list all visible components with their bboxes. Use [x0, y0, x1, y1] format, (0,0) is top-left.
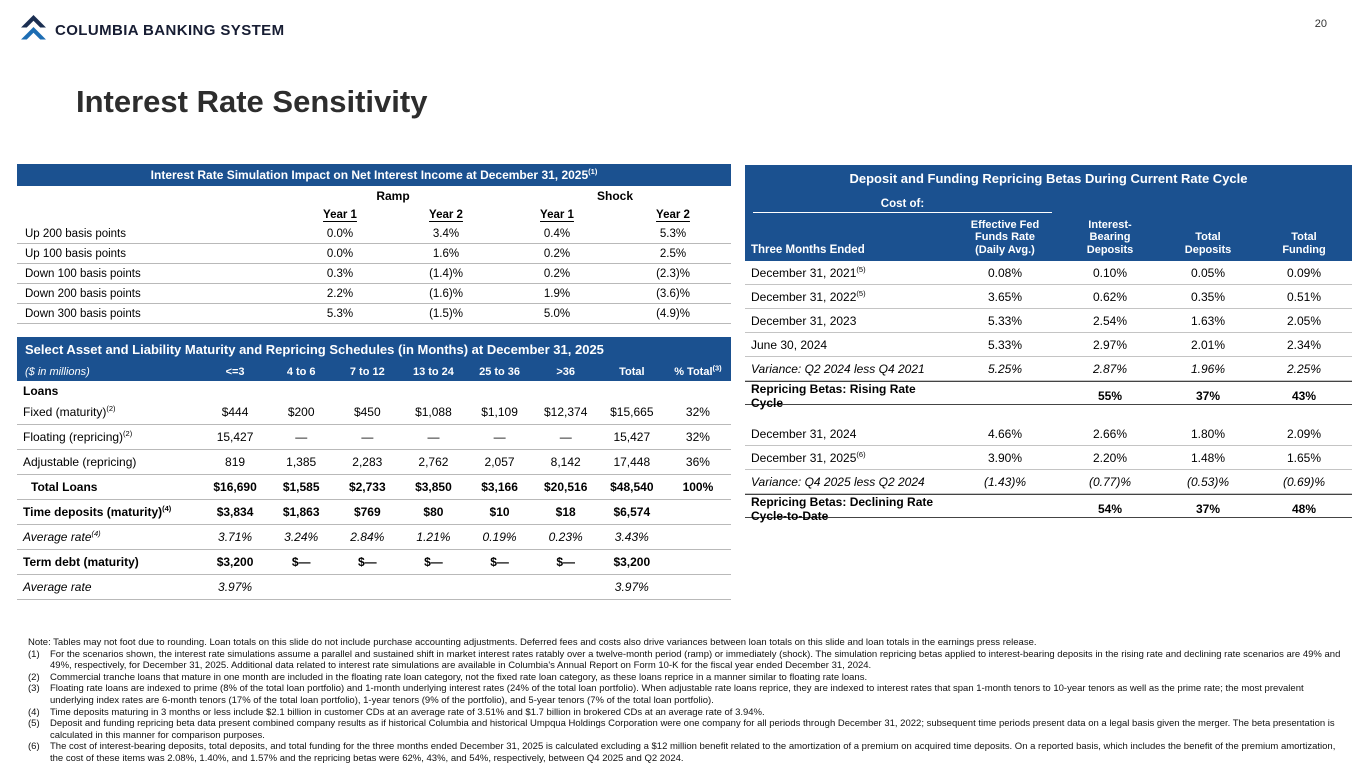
- footnote-ref: (4): [91, 529, 101, 538]
- maturity-value: 0.19%: [482, 530, 517, 544]
- maturity-value: 15,427: [216, 430, 254, 444]
- maturity-value: $—: [490, 555, 509, 569]
- betas-value: 55%: [1097, 389, 1123, 403]
- footnote-marker: (4): [28, 706, 40, 718]
- footnote-text: Floating rate loans are indexed to prime (8% of the total loan portfolio) and 1-month underlying interest rates (24% of the total loan portfolio). When adjustable rate loans reprice, they are indexed to interest rates that span 1-month tenors to 10-year tenors as well as the prime rate; the most prevalent underlying index rates are 6-month tenors (17% of the total loan portfolio), 1-year tenors (9% of the portfolio), and 5-year tenors (7% of the total loan portfolio).: [50, 683, 1304, 706]
- year-column-header: Year 1: [540, 208, 574, 221]
- simulation-value: 0.2%: [543, 267, 571, 280]
- betas-row-label: December 31, 2025$^{(6)}$: [751, 449, 866, 465]
- maturity-row-label: Adjustable (repricing): [23, 455, 137, 469]
- simulation-row: [17, 264, 731, 284]
- maturity-row: [17, 475, 731, 500]
- maturity-row: [17, 425, 731, 450]
- cost-of-label: Cost of:: [753, 198, 1052, 213]
- maturity-value: 3.97%: [614, 580, 649, 594]
- maturity-value: 0.23%: [548, 530, 583, 544]
- betas-row: [745, 309, 1352, 333]
- footnote-ref: (5): [856, 288, 866, 298]
- betas-value: 2.66%: [1092, 426, 1128, 441]
- maturity-value: $200: [287, 405, 315, 419]
- betas-table-title: Deposit and Funding Repricing Betas During Current Rate Cycle: [849, 171, 1248, 186]
- footnote-ref-1: (1): [588, 167, 598, 176]
- columbia-logo-icon: [20, 14, 47, 46]
- footnote-ref: (4): [162, 504, 172, 513]
- betas-value: 1.96%: [1190, 361, 1226, 376]
- maturity-value: —: [295, 430, 308, 444]
- betas-column-header: Total Deposits: [1184, 231, 1232, 256]
- simulation-row: [17, 284, 731, 304]
- maturity-rows: [17, 381, 731, 600]
- simulation-value: 5.3%: [326, 307, 354, 320]
- maturity-value: 100%: [682, 480, 714, 494]
- simulation-value: (3.6)%: [656, 287, 690, 300]
- betas-column-header: Three Months Ended: [751, 243, 865, 256]
- maturity-value: 17,448: [613, 455, 651, 469]
- maturity-row-label: Time deposits (maturity)$^{(4)}$: [23, 504, 172, 519]
- simulation-value: 0.4%: [543, 227, 571, 240]
- year-column-header: Year 2: [429, 208, 463, 221]
- maturity-row-label: Fixed (maturity)$^{(2)}$: [23, 404, 116, 419]
- betas-rows: [745, 261, 1352, 523]
- scenario-label: Down 100 basis points: [25, 267, 141, 280]
- betas-value: 2.97%: [1092, 337, 1128, 352]
- betas-row-label: Variance: Q2 2024 less Q4 2021: [751, 361, 925, 376]
- maturity-value: $3,850: [415, 480, 452, 494]
- maturity-value: $20,516: [543, 480, 588, 494]
- betas-row-label: Repricing Betas: Rising Rate Cycle: [751, 382, 916, 410]
- maturity-value: 3.97%: [218, 580, 253, 594]
- simulation-table-title-text: Interest Rate Simulation Impact on Net Interest Income at December 31, 2025: [150, 168, 589, 182]
- simulation-row: [17, 224, 731, 244]
- maturity-row-label: Average rate: [23, 580, 92, 594]
- simulation-group-row: [17, 186, 731, 205]
- maturity-value: 2,283: [352, 455, 383, 469]
- maturity-value: 15,427: [613, 430, 651, 444]
- betas-row: [745, 470, 1352, 494]
- betas-row: [745, 333, 1352, 357]
- simulation-row: [17, 304, 731, 324]
- cost-of-row: [745, 193, 1352, 213]
- betas-row-label: June 30, 2024: [751, 337, 828, 352]
- betas-row: [745, 446, 1352, 470]
- maturity-column-header: ($ in millions): [25, 365, 90, 378]
- betas-row: [745, 285, 1352, 309]
- maturity-row: [17, 525, 731, 550]
- betas-value: (1.43)%: [983, 474, 1027, 489]
- footnote-marker: (6): [28, 741, 40, 753]
- maturity-value: $1,863: [282, 505, 320, 519]
- betas-row-label: December 31, 2023: [751, 313, 857, 328]
- brand-name: COLUMBIA BANKING SYSTEM: [55, 21, 285, 39]
- maturity-column-header: 4 to 6: [286, 365, 316, 378]
- maturity-value: $3,200: [216, 555, 254, 569]
- betas-column-header: Interest-Bearing Deposits: [1086, 218, 1134, 256]
- betas-value: 2.54%: [1092, 313, 1128, 328]
- maturity-value: 1.21%: [416, 530, 451, 544]
- maturity-value: $48,540: [610, 480, 654, 494]
- maturity-value: $2,733: [348, 480, 386, 494]
- betas-row: [745, 357, 1352, 381]
- maturity-value: $—: [424, 555, 443, 569]
- betas-row: [745, 261, 1352, 285]
- betas-row: [745, 494, 1352, 523]
- simulation-value: 0.2%: [543, 247, 571, 260]
- simulation-value: 1.9%: [543, 287, 571, 300]
- betas-value: 2.01%: [1190, 337, 1226, 352]
- betas-table: [745, 165, 1352, 523]
- betas-value: (0.69)%: [1282, 474, 1326, 489]
- maturity-row: [17, 550, 731, 575]
- footnote-marker: (5): [28, 718, 40, 730]
- footnote-ref: (2): [106, 404, 116, 413]
- betas-value: 3.65%: [987, 289, 1023, 304]
- simulation-value: 0.0%: [326, 247, 354, 260]
- maturity-row: [17, 575, 731, 600]
- maturity-value: 2,057: [484, 455, 515, 469]
- scenario-label: Down 200 basis points: [25, 287, 141, 300]
- maturity-value: 1,385: [286, 455, 317, 469]
- maturity-value: $—: [291, 555, 311, 569]
- betas-value: 54%: [1097, 502, 1123, 516]
- footnote-item: [28, 683, 1350, 706]
- maturity-value: —: [427, 430, 440, 444]
- year-column-header: Year 2: [656, 208, 690, 221]
- maturity-table: [17, 337, 731, 600]
- betas-value: 0.51%: [1286, 289, 1322, 304]
- scenario-label: Down 300 basis points: [25, 307, 141, 320]
- simulation-rows: [17, 224, 731, 324]
- footnote-text: Note: Tables may not foot due to rounding. Loan totals on this slide do not include purchase accounting adjustments. Deferred fees and costs also drive variances between loan totals on this slide and loan totals in the earnings press release.: [28, 637, 1037, 648]
- betas-column-headers: [745, 213, 1352, 261]
- footnote-item: [28, 707, 1350, 719]
- simulation-table: [17, 164, 731, 324]
- betas-value: 0.08%: [987, 265, 1023, 280]
- maturity-column-header: % Total$^{(3)}$: [674, 362, 722, 378]
- footnote-ref: (2): [123, 429, 133, 438]
- footnote-text: Commercial tranche loans that mature in one month are included in the floating rate loan category, not the fixed rate loan category, as these loans reprice in a manner similar to floating rate loans.: [50, 671, 868, 683]
- betas-value: 1.48%: [1190, 450, 1226, 465]
- footnote-ref: (5): [856, 264, 866, 274]
- betas-value: 37%: [1195, 389, 1221, 403]
- footnote-text: Time deposits maturing in 3 months or less include $2.1 billion in customer CDs at an average rate of 3.51% and $1.7 billion in brokered CDs at an average rate of 3.94%.: [50, 706, 765, 718]
- maturity-value: 3.71%: [218, 530, 253, 544]
- maturity-column-header: 13 to 24: [412, 365, 454, 378]
- betas-value: 2.25%: [1286, 361, 1322, 376]
- betas-value: 2.09%: [1286, 426, 1322, 441]
- ramp-group-label: Ramp: [376, 188, 410, 203]
- scenario-label: Up 200 basis points: [25, 227, 127, 240]
- footnote-item: [28, 741, 1350, 764]
- maturity-row-label: Average rate$^{(4)}$: [23, 529, 101, 544]
- maturity-column-header: 7 to 12: [349, 365, 385, 378]
- betas-value: 0.10%: [1092, 265, 1128, 280]
- simulation-value: (1.4)%: [429, 267, 463, 280]
- simulation-value: 2.5%: [659, 247, 687, 260]
- maturity-value: $6,574: [613, 505, 651, 519]
- maturity-row: [17, 400, 731, 425]
- betas-value: 2.05%: [1286, 313, 1322, 328]
- year-column-header: Year 1: [323, 208, 357, 221]
- maturity-value: $1,585: [282, 480, 320, 494]
- simulation-value: 3.4%: [432, 227, 460, 240]
- footnote-item: [28, 718, 1350, 741]
- maturity-column-headers: [17, 362, 731, 381]
- footnote-ref: (3): [712, 362, 722, 372]
- maturity-column-header: 25 to 36: [479, 365, 521, 378]
- betas-value: 37%: [1195, 502, 1221, 516]
- simulation-table-title: [17, 164, 731, 186]
- maturity-value: —: [361, 430, 374, 444]
- betas-value: 0.35%: [1190, 289, 1226, 304]
- maturity-value: $15,665: [610, 405, 654, 419]
- scenario-label: Up 100 basis points: [25, 247, 127, 260]
- maturity-value: 32%: [685, 405, 710, 419]
- simulation-value: 2.2%: [326, 287, 354, 300]
- betas-value: 5.33%: [987, 313, 1023, 328]
- footnote-item: [28, 637, 1350, 649]
- simulation-value: (2.3)%: [656, 267, 690, 280]
- betas-value: 0.62%: [1092, 289, 1128, 304]
- maturity-value: $3,200: [613, 555, 651, 569]
- maturity-row: [17, 450, 731, 475]
- maturity-column-header: <=3: [225, 365, 245, 378]
- maturity-value: —: [493, 430, 506, 444]
- betas-row-label: December 31, 2024: [751, 426, 857, 441]
- betas-row-label: December 31, 2021$^{(5)}$: [751, 264, 866, 280]
- maturity-value: $1,109: [481, 405, 518, 419]
- maturity-value: $18: [555, 505, 576, 519]
- simulation-value: (1.5)%: [429, 307, 463, 320]
- maturity-table-title: Select Asset and Liability Maturity and Repricing Schedules (in Months) at December 31, 2025: [17, 337, 731, 362]
- footnote-ref: (6): [856, 449, 866, 459]
- maturity-value: $12,374: [543, 405, 588, 419]
- maturity-value: $3,834: [216, 505, 254, 519]
- betas-value: 48%: [1291, 502, 1317, 516]
- betas-value: 1.65%: [1286, 450, 1322, 465]
- page-number: 20: [1314, 18, 1327, 30]
- maturity-value: $450: [353, 405, 381, 419]
- betas-row-label: Variance: Q4 2025 less Q2 2024: [751, 474, 925, 489]
- maturity-row-label: Term debt (maturity): [23, 555, 139, 569]
- maturity-value: 32%: [685, 430, 710, 444]
- footnote-marker: (3): [28, 683, 40, 695]
- maturity-value: 36%: [685, 455, 710, 469]
- maturity-value: $—: [357, 555, 377, 569]
- maturity-value: —: [559, 430, 572, 444]
- maturity-value: $769: [353, 505, 381, 519]
- betas-value: 5.33%: [987, 337, 1023, 352]
- betas-value: 0.05%: [1190, 265, 1226, 280]
- betas-column-header: Effective Fed Funds Rate (Daily Avg.): [970, 218, 1040, 256]
- footnotes: [28, 637, 1350, 765]
- maturity-value: $—: [556, 555, 576, 569]
- betas-value: 1.80%: [1190, 426, 1226, 441]
- footnote-marker: (2): [28, 671, 40, 683]
- maturity-column-header: Total: [619, 365, 645, 378]
- simulation-row: [17, 244, 731, 264]
- betas-row: [745, 381, 1352, 410]
- maturity-value: 8,142: [550, 455, 581, 469]
- page-title: Interest Rate Sensitivity: [76, 84, 428, 119]
- footnote-marker: (1): [28, 648, 40, 660]
- simulation-value: 5.3%: [659, 227, 687, 240]
- footnote-text: Deposit and funding repricing beta data present combined company results as if historical Columbia and historical Umpqua Holdings Corporation were one company for all periods through December 31, 2022; subsequent time periods present data on a legal basis given the merger. The beta presentation is calculated in this manner for comparison purposes.: [50, 718, 1335, 741]
- simulation-value: (1.6)%: [429, 287, 463, 300]
- maturity-row-label: Total Loans: [31, 480, 98, 494]
- betas-row-label: Repricing Betas: Declining Rate Cycle-to-Date: [751, 495, 934, 523]
- betas-value: (0.77)%: [1088, 474, 1132, 489]
- betas-value: 5.25%: [987, 361, 1023, 376]
- simulation-value: 0.0%: [326, 227, 354, 240]
- maturity-value: $10: [489, 505, 510, 519]
- maturity-row: [17, 500, 731, 525]
- simulation-value: 5.0%: [543, 307, 571, 320]
- brand-header: [20, 14, 284, 46]
- betas-value: 3.90%: [987, 450, 1023, 465]
- betas-row: [745, 422, 1352, 446]
- maturity-row-label: Floating (repricing)$^{(2)}$: [23, 429, 133, 444]
- maturity-value: $16,690: [213, 480, 257, 494]
- shock-group-label: Shock: [596, 188, 633, 203]
- maturity-value: $3,166: [481, 480, 518, 494]
- simulation-value: 1.6%: [432, 247, 460, 260]
- maturity-value: 819: [225, 455, 246, 469]
- betas-value: 1.63%: [1190, 313, 1226, 328]
- maturity-row: [17, 381, 731, 400]
- betas-value: 2.20%: [1092, 450, 1128, 465]
- maturity-column-header: >36: [556, 365, 576, 378]
- maturity-value: $1,088: [415, 405, 452, 419]
- maturity-value: 3.24%: [284, 530, 319, 544]
- betas-table-header: [745, 165, 1352, 261]
- maturity-value: 2.84%: [350, 530, 385, 544]
- maturity-value: 3.43%: [614, 530, 649, 544]
- simulation-value: 0.3%: [326, 267, 354, 280]
- betas-column-header: Total Funding: [1282, 231, 1326, 256]
- betas-row-label: December 31, 2022$^{(5)}$: [751, 288, 866, 304]
- footnote-item: [28, 649, 1350, 672]
- betas-value: 43%: [1291, 389, 1317, 403]
- betas-value: 2.34%: [1286, 337, 1322, 352]
- footnote-item: [28, 672, 1350, 684]
- maturity-value: $444: [221, 405, 249, 419]
- betas-value: 4.66%: [987, 426, 1023, 441]
- maturity-row-label: Loans: [23, 383, 59, 398]
- simulation-column-headers: [17, 205, 731, 224]
- betas-value: 2.87%: [1092, 361, 1128, 376]
- maturity-value: $80: [423, 505, 444, 519]
- footnote-text: The cost of interest-bearing deposits, total deposits, and total funding for the three months ended December 31, 2025 is calculated excluding a $12 million benefit related to the amortization of a premium on acquired time deposits. On a reported basis, which includes the benefit of the premium amortization, the cost of these items was 2.08%, 1.40%, and 1.57% and the repricing betas were 62%, 43%, and 54%, respectively, between Q4 2025 and Q2 2024.: [50, 741, 1336, 764]
- betas-value: (0.53)%: [1186, 474, 1230, 489]
- betas-value: 0.09%: [1286, 265, 1322, 280]
- simulation-value: (4.9)%: [656, 307, 690, 320]
- maturity-value: 2,762: [418, 455, 449, 469]
- footnote-text: For the scenarios shown, the interest rate simulations assume a parallel and sustained shift in market interest rates ratably over a twelve-month period (ramp) or immediately (shock). The simulation repricing betas applied to interest-bearing deposits in the rising rate and declining rate scenarios are 49% and 49%, respectively, for December 31, 2025. Additional data related to interest rate simulations are available in Columbia's Annual Report on Form 10-K for the fiscal year ended December 31, 2024.: [50, 648, 1341, 672]
